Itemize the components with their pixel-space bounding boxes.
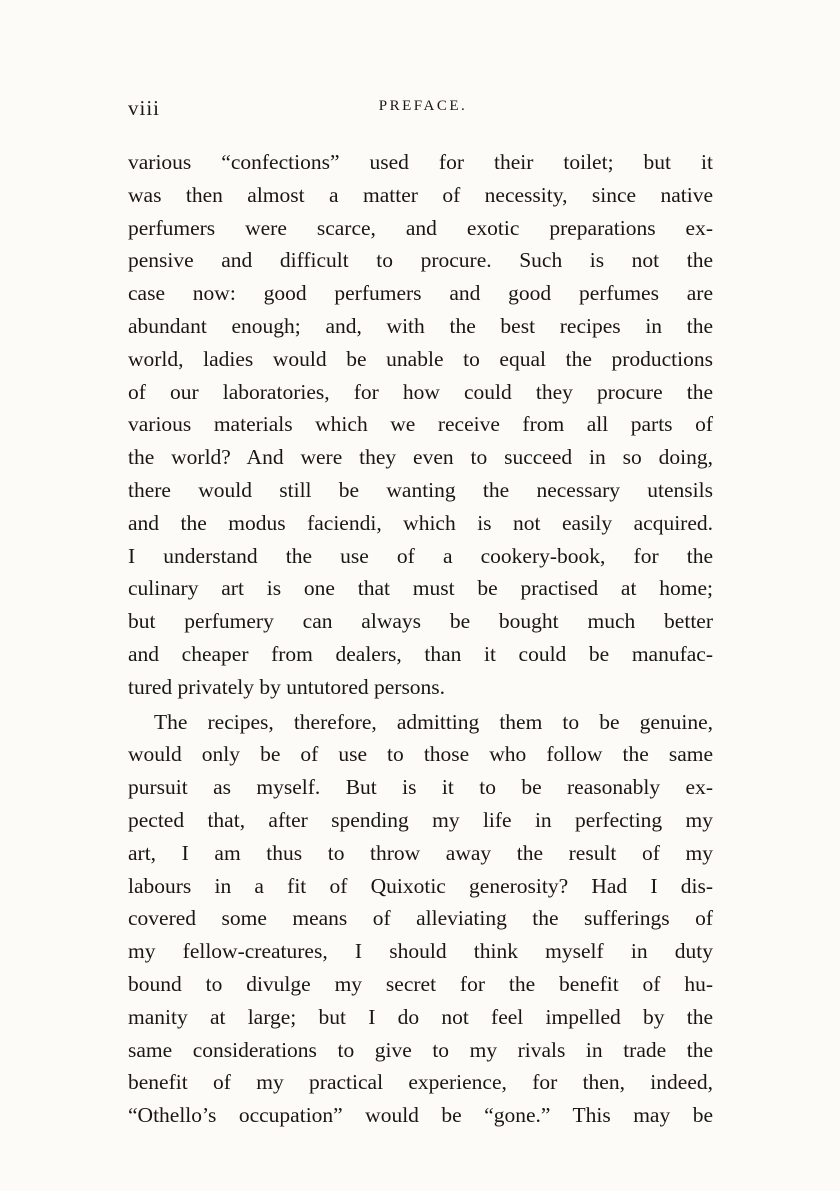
text-line: “Othello’s occupation” would be “gone.” This may be — [128, 1103, 713, 1128]
text-line: benefit of my practical experience, for then, indeed, — [128, 1070, 713, 1095]
text-line: but perfumery can always be bought much better — [128, 609, 713, 634]
text-line: covered some means of alleviating the sufferings of — [128, 906, 713, 931]
running-head: PREFACE. — [378, 98, 468, 114]
text-line: pursuit as myself. But is it to be reasonably ex- — [128, 775, 713, 800]
text-line: pensive and difficult to procure. Such is not the — [128, 248, 713, 273]
text-line: of our laboratories, for how could they procure the — [128, 379, 713, 404]
text-line: The recipes, therefore, admitting them to be genuine, — [154, 709, 713, 734]
text-line: various materials which we receive from all parts of — [128, 412, 713, 437]
text-line: and cheaper from dealers, than it could be manufac- — [128, 641, 713, 666]
text-line: and the modus faciendi, which is not easily acquired. — [128, 510, 713, 535]
page-header — [128, 96, 718, 120]
text-line: would only be of use to those who follow the same — [128, 742, 713, 767]
paragraph-2 — [128, 706, 713, 1132]
text-line: pected that, after spending my life in perfecting my — [128, 807, 713, 832]
text-line: bound to divulge my secret for the benefit of hu- — [128, 971, 713, 996]
text-line: various “confections” used for their toilet; but it — [128, 150, 713, 174]
text-line: art, I am thus to throw away the result of my — [128, 840, 713, 865]
text-line: same considerations to give to my rivals in trade the — [128, 1037, 713, 1062]
text-line: the world? And were they even to succeed in so doing, — [128, 445, 713, 470]
text-line: culinary art is one that must be practised at home; — [128, 576, 713, 601]
text-line: my fellow-creatures, I should think myself in duty — [128, 939, 713, 964]
text-line: there would still be wanting the necessary utensils — [128, 477, 713, 502]
text-line: case now: good perfumers and good perfumes are — [128, 281, 713, 306]
text-line: abundant enough; and, with the best recipes in the — [128, 313, 713, 338]
text-line: was then almost a matter of necessity, since native — [128, 182, 713, 207]
text-line: labours in a fit of Quixotic generosity? Had I dis- — [128, 873, 713, 898]
body-text — [128, 146, 713, 1132]
text-line: tured privately by untutored persons. — [128, 674, 446, 699]
text-line: manity at large; but I do not feel impelled by the — [128, 1004, 713, 1029]
paragraph-1 — [128, 146, 713, 704]
page-number: viii — [128, 96, 161, 120]
text-line: world, ladies would be unable to equal the productions — [128, 346, 713, 371]
text-line: perfumers were scarce, and exotic preparations ex- — [128, 215, 713, 240]
text-line: I understand the use of a cookery-book, for the — [128, 543, 713, 568]
